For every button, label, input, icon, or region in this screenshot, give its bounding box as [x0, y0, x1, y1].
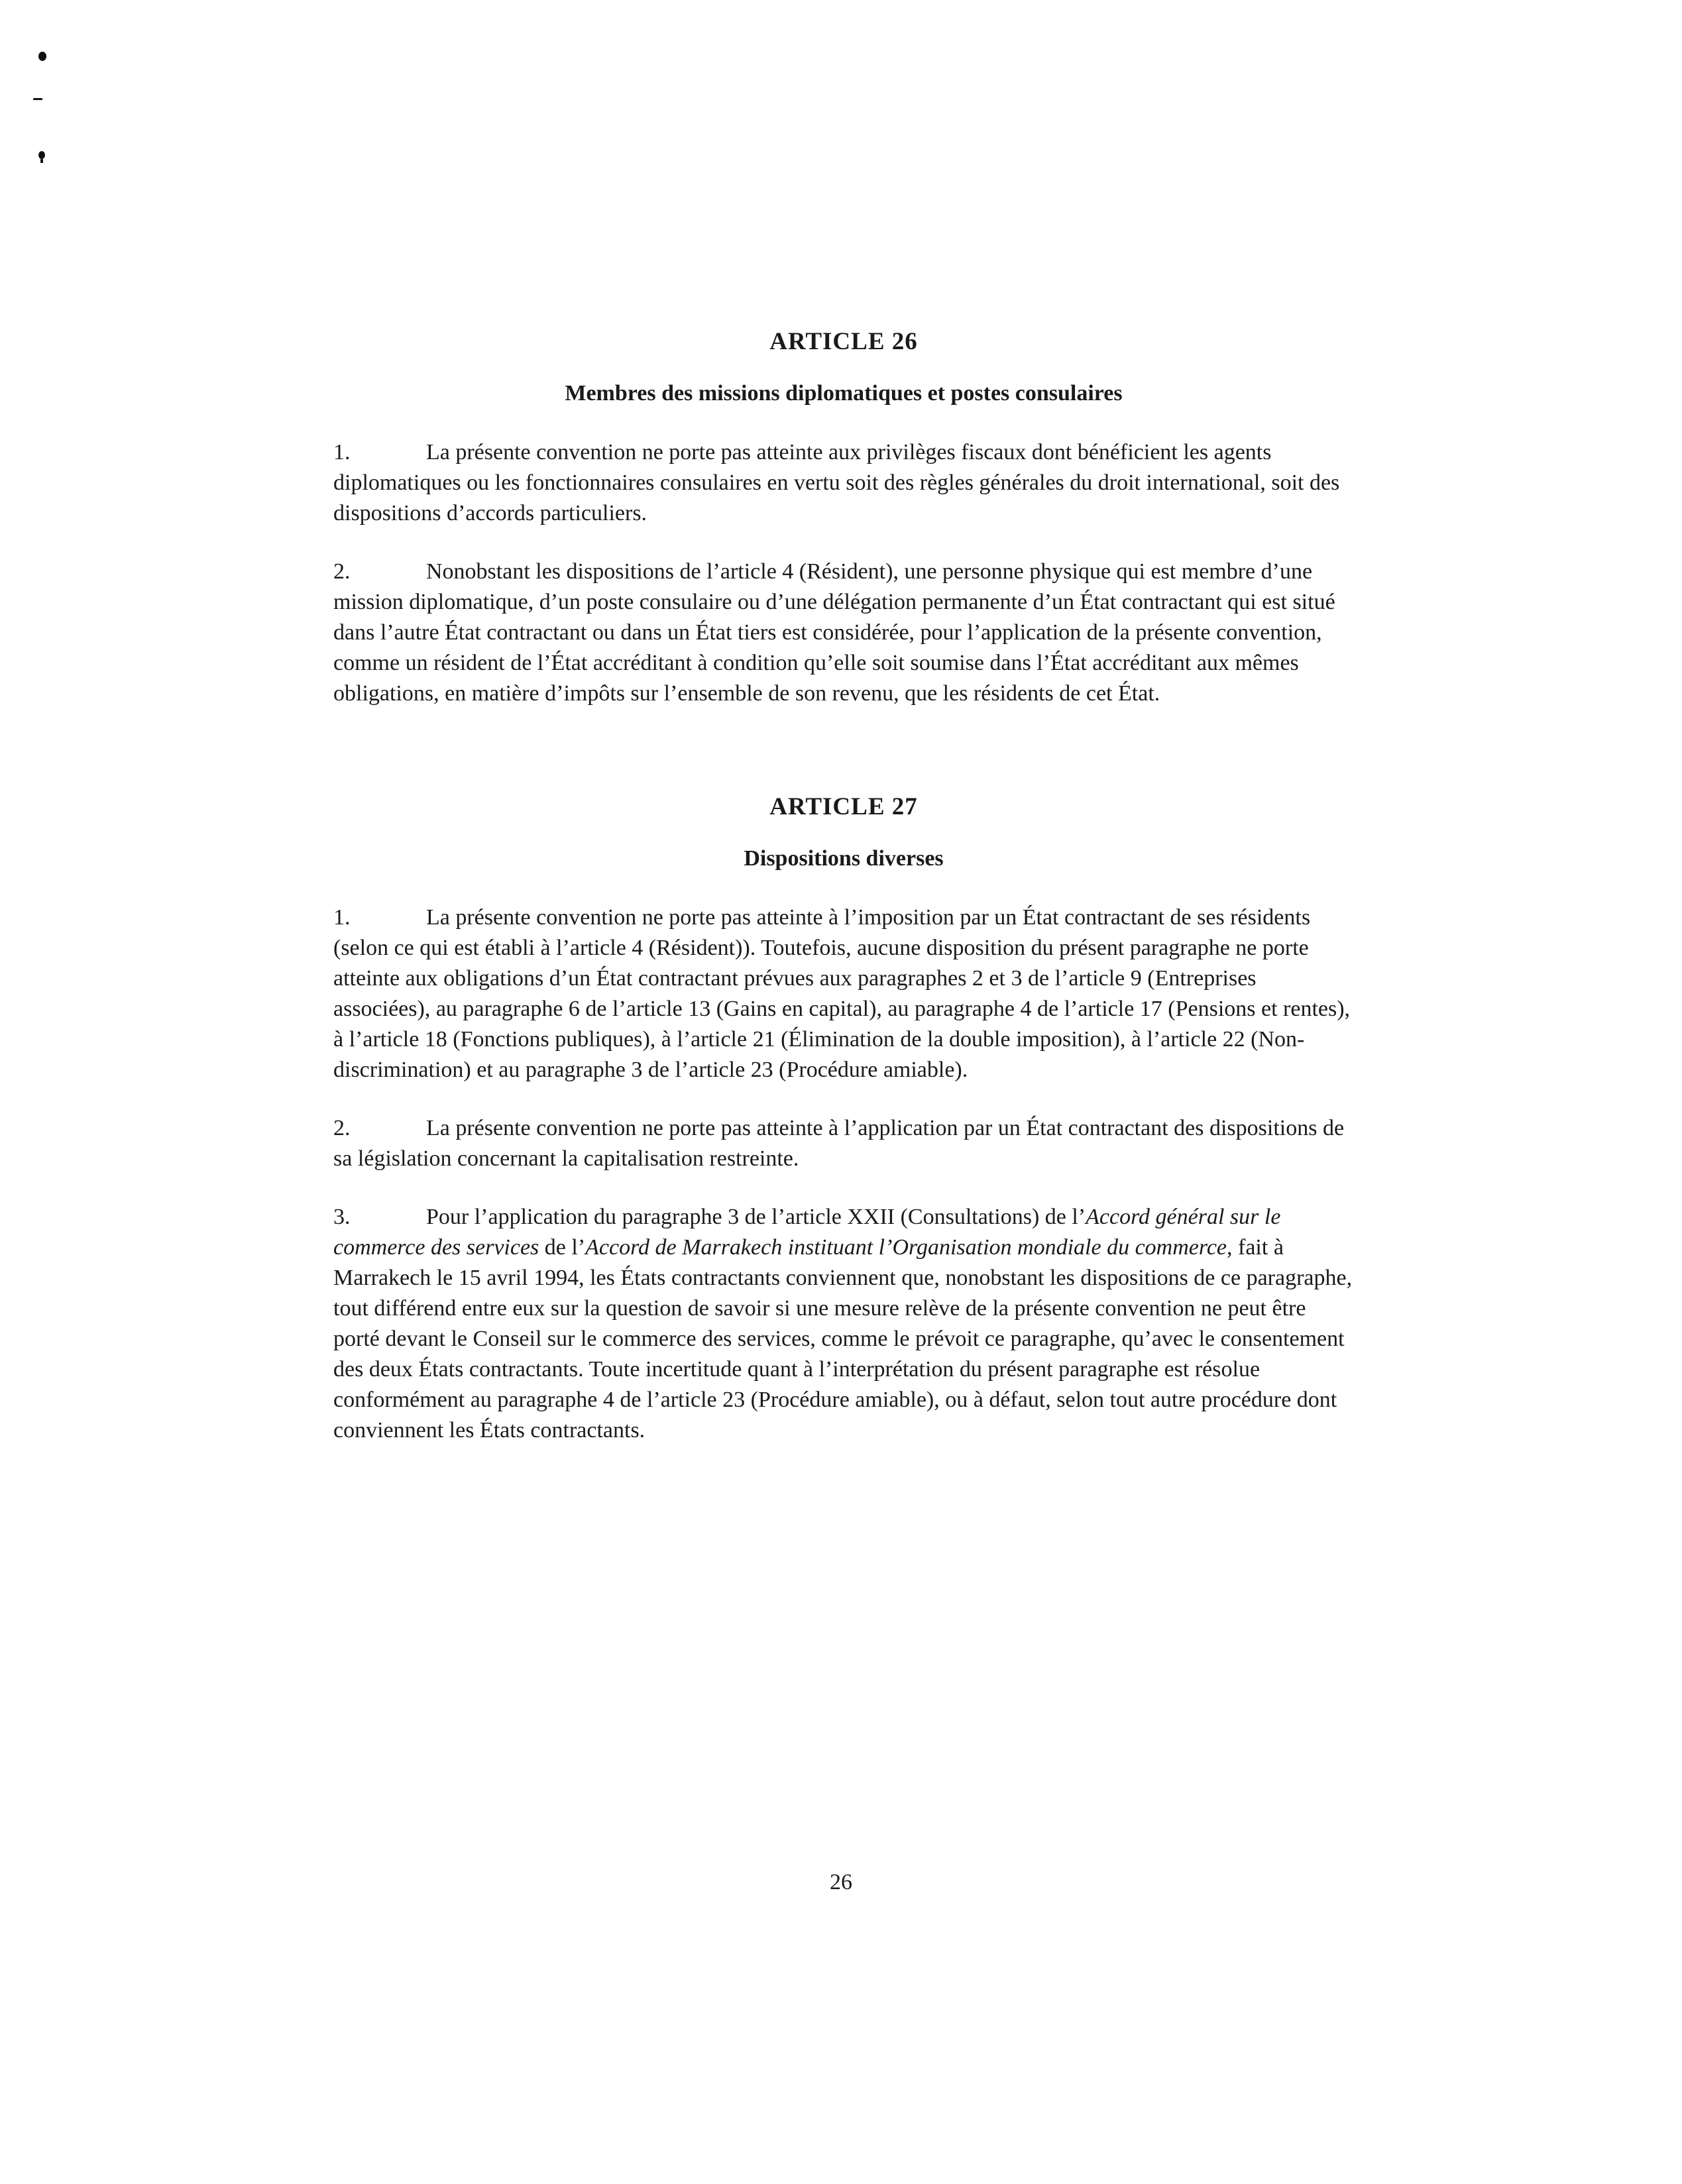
paragraph-text: La présente convention ne porte pas atteinte à l’imposition par un État contractant de ses résidents (selon ce qui est établi à l’article 4 (Résident)). Toutefois, aucune disposition du présent paragraphe ne porte atteinte aux obligations d’un État contractant prévues aux paragraphes 2 et 3 de l’article 9 (Entreprises associées), au paragraphe 6 de l’article 13 (Gains en capital), au paragraphe 4 de l’article 17 (Pensions et rentes), à l’article 18 (Fonctions publiques), à l’article 21 (Élimination de la double imposition), à l’article 22 (Non-discrimination) et au paragraphe 3 de l’article 23 (Procédure amiable). — [333, 905, 1351, 1082]
article-26-title: ARTICLE 26 — [769, 328, 918, 355]
article-26-subtitle: Membres des missions diplomatiques et postes consulaires — [565, 381, 1123, 406]
article-27-paragraph-2 — [333, 1113, 1354, 1174]
paragraph-number: 1. — [333, 905, 351, 930]
agreement-title-marrakech: Accord de Marrakech instituant l’Organisation mondiale du commerce — [585, 1235, 1227, 1260]
agreement-title-gats: Accord général sur le commerce des services — [333, 1205, 1281, 1260]
article-27-paragraph-3 — [333, 1202, 1354, 1446]
paragraph-text-part: Pour l’application du paragraphe 3 de l’article XXII (Consultations) de l’ — [426, 1205, 1086, 1229]
article-27-title: ARTICLE 27 — [769, 793, 918, 820]
page-number: 26 — [830, 1870, 852, 1894]
paragraph-number: 1. — [333, 440, 351, 464]
paragraph-text-part: de l’ — [539, 1235, 586, 1260]
scan-speck — [40, 159, 43, 163]
article-27-paragraph-1 — [333, 902, 1354, 1085]
paragraph-text: La présente convention ne porte pas atteinte à l’application par un État contractant des dispositions de sa législation concernant la capitalisation restreinte. — [333, 1116, 1345, 1171]
paragraph-text: Nonobstant les dispositions de l’article 4 (Résident), une personne physique qui est membre d’une mission diplomatique, d’un poste consulaire ou d’une délégation permanente d’un État contractant qui est situé dans l’autre État contractant ou dans un État tiers est considérée, pour l’application de la présente convention, comme un résident de l’État accréditant à condition qu’elle soit soumise dans l’État accréditant aux mêmes obligations, en matière d’impôts sur l’ensemble de son revenu, que les résidents de cet État. — [333, 559, 1335, 706]
paragraph-number: 3. — [333, 1205, 351, 1229]
paragraph-number: 2. — [333, 1116, 351, 1140]
article-26-paragraph-1 — [333, 437, 1354, 529]
paragraph-number: 2. — [333, 559, 351, 584]
paragraph-text-part: , fait à Marrakech le 15 avril 1994, les États contractants conviennent que, nonobstant les dispositions de ce paragraphe, tout différend entre eux sur la question de savoir si une mesure relève de la présente convention ne peut être porté devant le Conseil sur le commerce des services, comme le prévoit ce paragraphe, qu’avec le consentement des deux États contractants. Toute incertitude quant à l’interprétation du présent paragraphe est résolue conformément au paragraphe 4 de l’article 23 (Procédure amiable), ou à défaut, selon tout autre procédure dont conviennent les États contractants. — [333, 1235, 1353, 1443]
paragraph-text: La présente convention ne porte pas atteinte aux privilèges fiscaux dont bénéficient les agents diplomatiques ou les fonctionnaires consulaires en vertu soit des règles générales du droit international, soit des dispositions d’accords particuliers. — [333, 440, 1340, 525]
article-27-subtitle: Dispositions diverses — [744, 846, 944, 871]
page-content — [333, 325, 1354, 1446]
scan-speck — [38, 151, 45, 159]
scan-speck — [38, 52, 46, 61]
article-26-paragraph-2 — [333, 557, 1354, 709]
scan-speck — [33, 98, 42, 100]
